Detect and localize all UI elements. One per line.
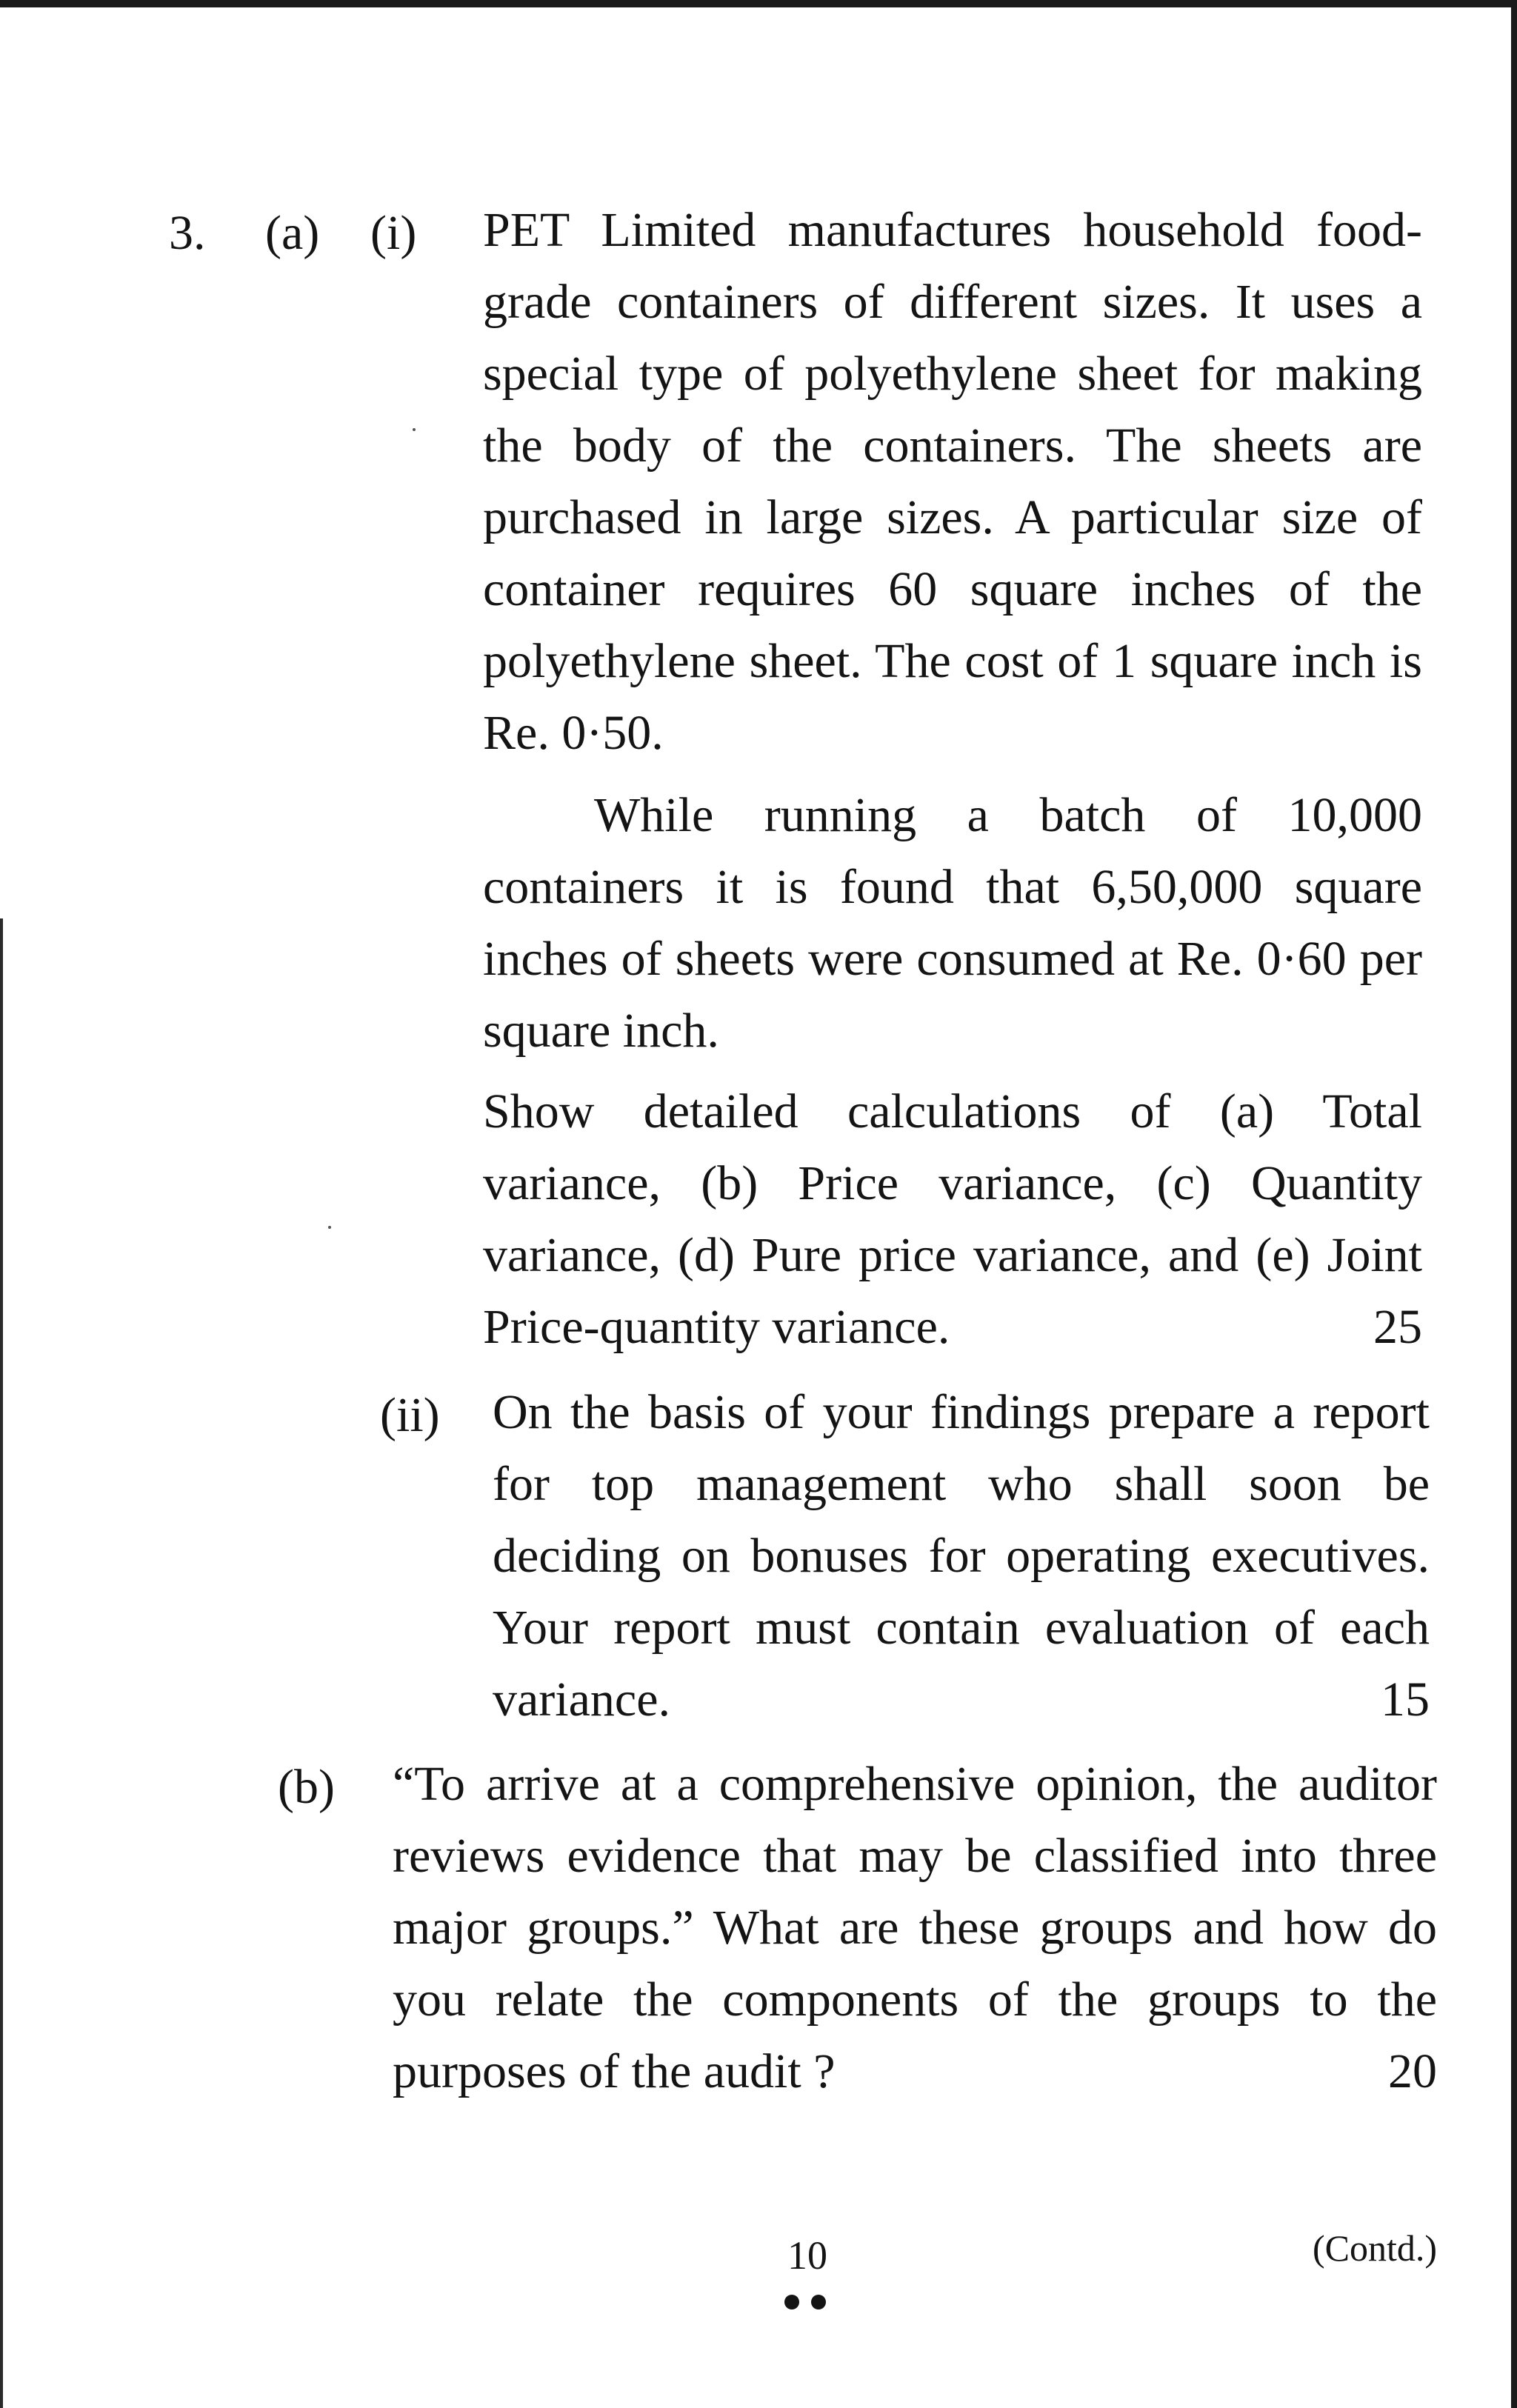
sub-i-label: (i)	[370, 206, 417, 260]
sub-i-paragraph-3-text: Show detailed calculations of (a) Total variance, (b) Price variance, (c) Quantity variance, (d) Pure price variance, and (e) Joint Price-quantity variance.	[483, 1084, 1422, 1354]
sub-i-paragraph-1	[483, 194, 1422, 769]
sub-i-paragraph-3	[483, 1075, 1422, 1363]
scan-speck	[413, 428, 416, 431]
dot-icon	[784, 2295, 799, 2309]
scan-speck	[328, 1226, 331, 1229]
part-a-label: (a)	[265, 206, 320, 260]
continued-note: (Contd.)	[1312, 2227, 1437, 2269]
sub-ii-paragraph	[493, 1376, 1430, 1735]
part-b-text: “To arrive at a comprehensive opinion, the auditor reviews evidence that may be classified into three major groups.” What are these groups and how do you relate the components of the groups to the purposes of the audit ?	[393, 1757, 1437, 2098]
question-number: 3.	[169, 206, 206, 260]
scan-edge-right	[1511, 0, 1517, 2408]
part-b-label: (b)	[278, 1760, 335, 1814]
sub-i-paragraph-1-text: PET Limited manufactures household food-grade containers of different sizes. It uses a special type of polyethylene sheet for making the body of the containers. The sheets are purchased in large sizes. A particular size of container requires 60 square inches of the polyethylene sheet. The cost of 1 square inch is Re. 0·50.	[483, 203, 1422, 760]
dot-icon	[811, 2295, 826, 2309]
sub-i-marks: 25	[1373, 1300, 1422, 1354]
part-b-marks: 20	[1388, 2044, 1437, 2098]
sub-i-paragraph-2	[483, 779, 1422, 1067]
scan-edge-left	[0, 918, 3, 2408]
part-b-paragraph	[393, 1748, 1437, 2107]
page-number: 10	[787, 2233, 827, 2278]
page-dots-icon	[781, 2295, 833, 2312]
sub-i-paragraph-2-text: While running a batch of 10,000 containers it is found that 6,50,000 square inches of sheets were consumed at Re. 0·60 per square inch.	[483, 788, 1422, 1058]
sub-ii-text: On the basis of your findings prepare a report for top management who shall soon be deciding on bonuses for operating executives. Your report must contain evaluation of each variance.	[493, 1385, 1430, 1727]
sub-ii-label: (ii)	[380, 1388, 440, 1442]
sub-ii-marks: 15	[1381, 1672, 1430, 1727]
scan-edge-top	[0, 0, 1517, 7]
